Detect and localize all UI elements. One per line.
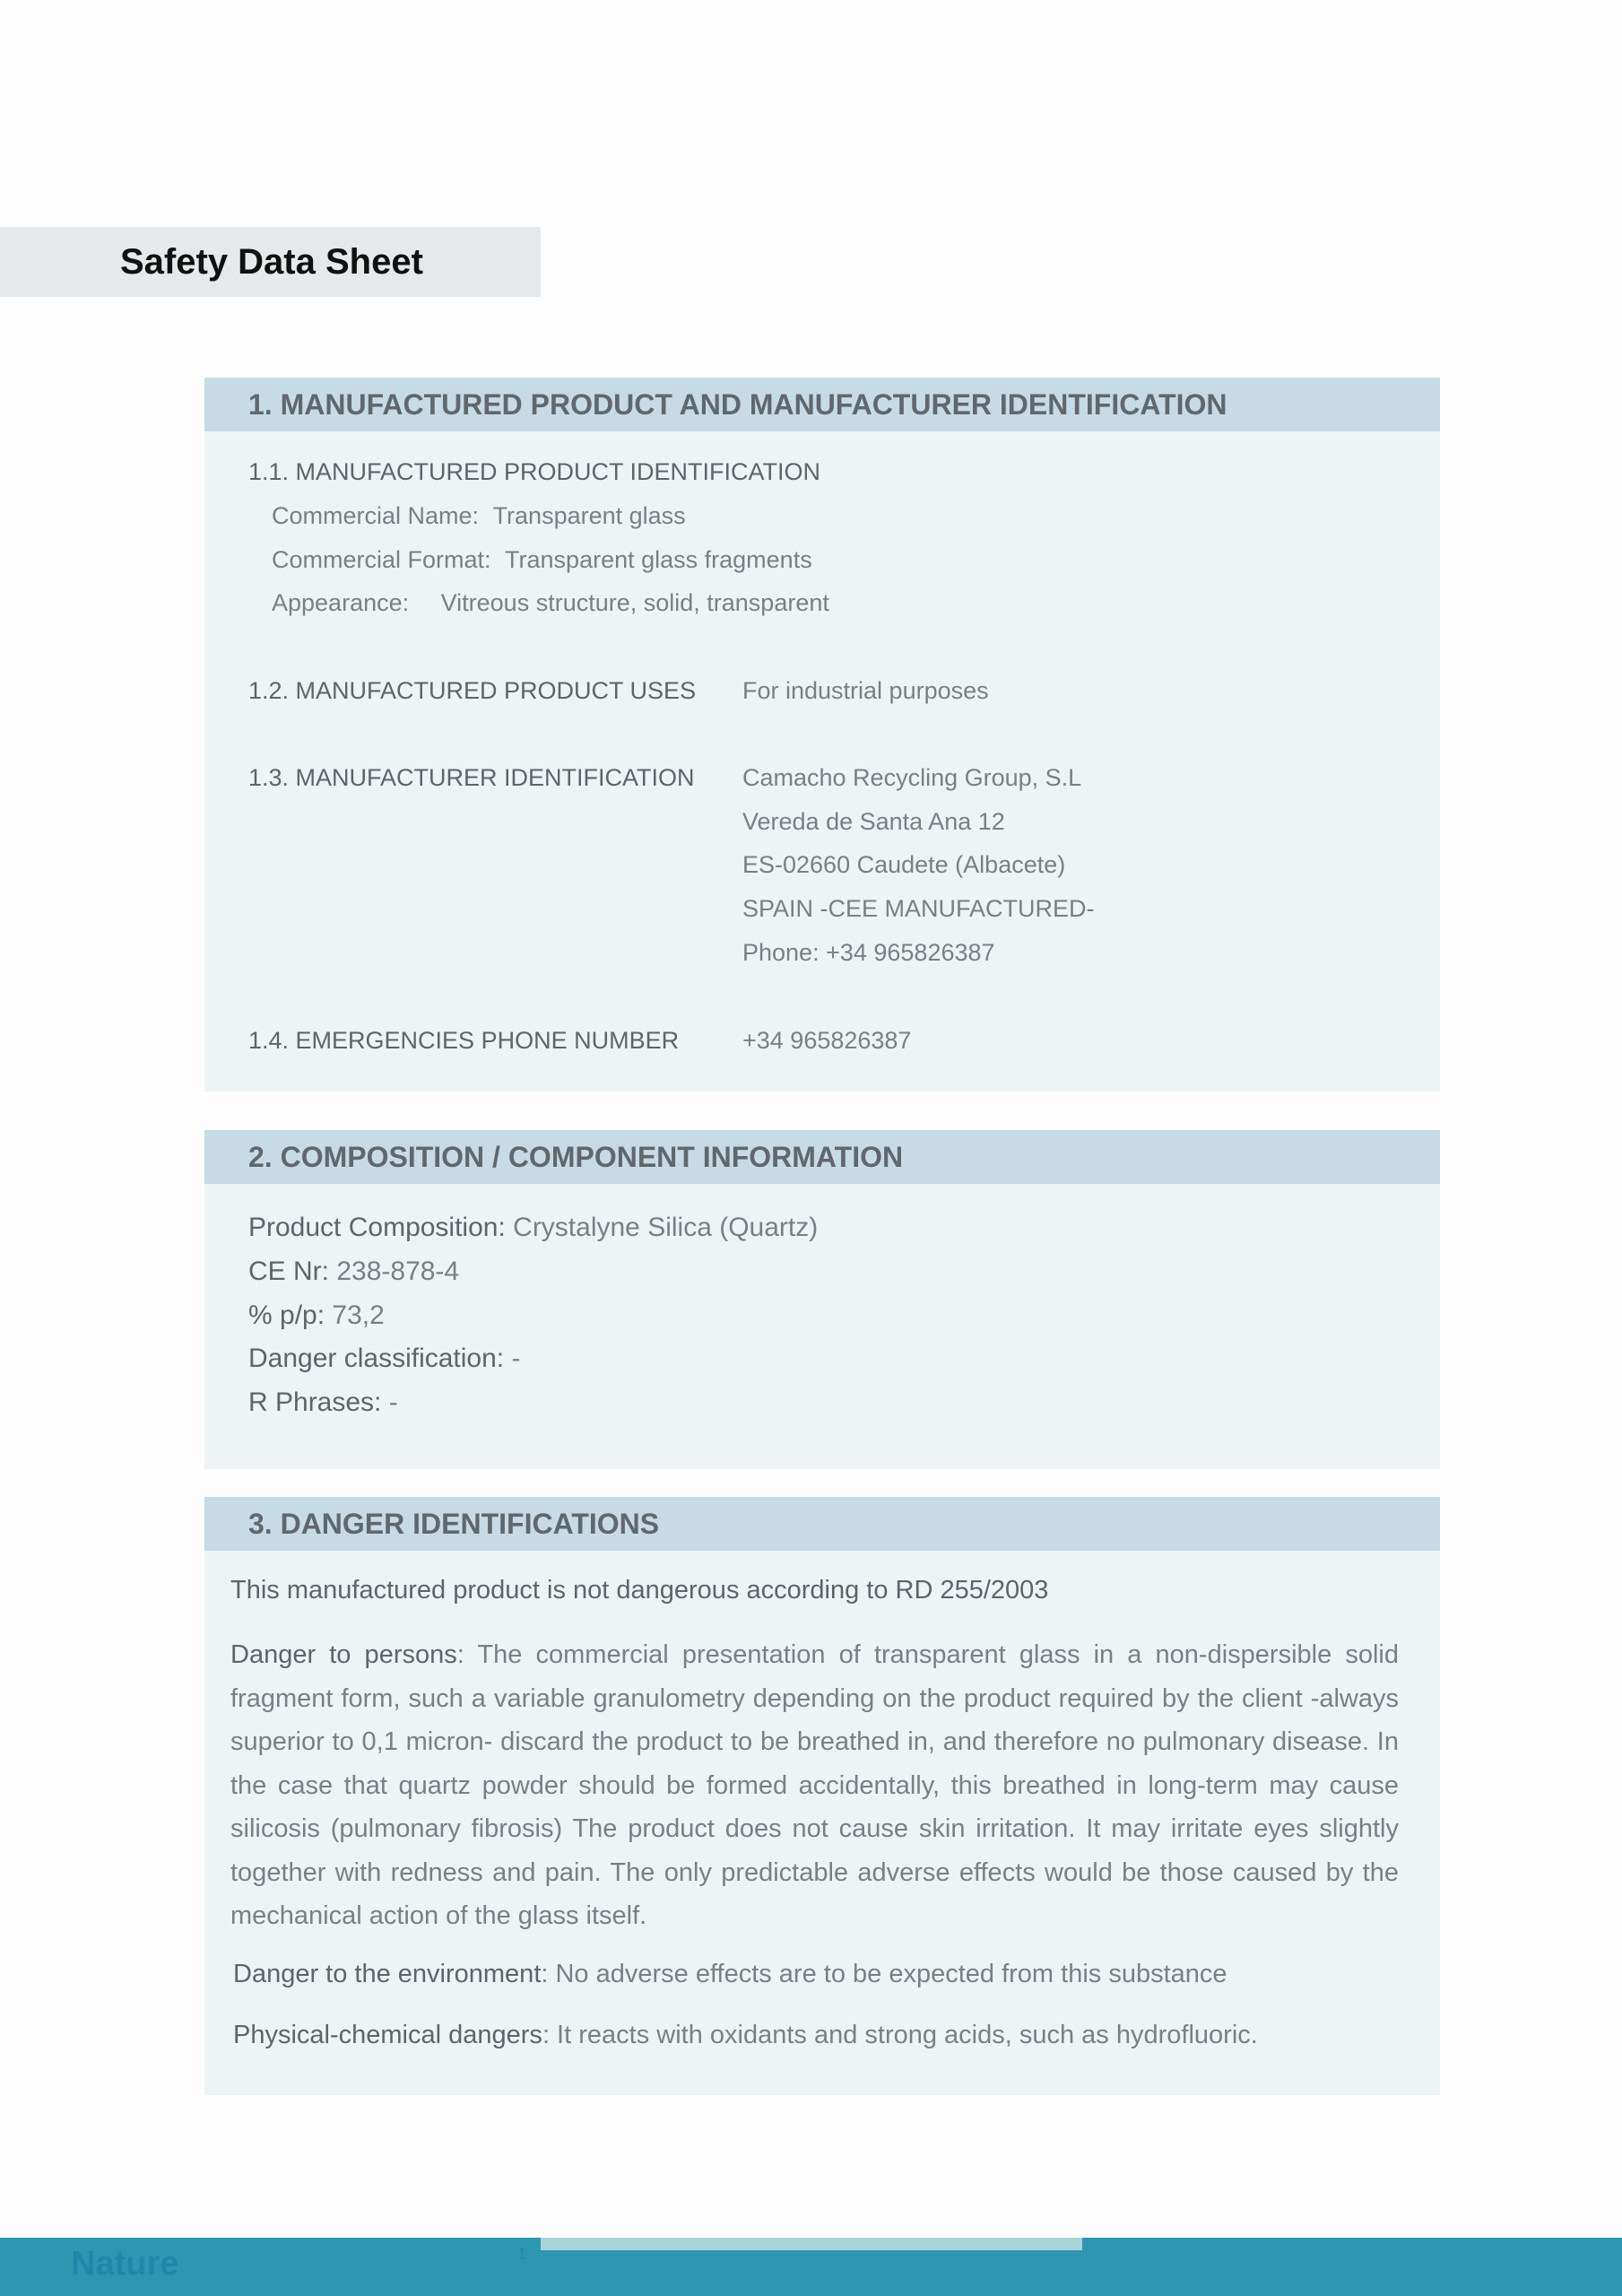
- manufacturer-line-5: Phone: +34 965826387: [742, 939, 995, 966]
- document-title: Safety Data Sheet: [120, 242, 423, 282]
- emergency-phone-value: +34 965826387: [742, 1027, 912, 1054]
- subsection-1-3-title: 1.3. MANUFACTURER IDENTIFICATION: [248, 764, 695, 791]
- section-1: [204, 378, 1440, 1091]
- commercial-format-label: Commercial Format:: [272, 546, 491, 573]
- composition-value: Crystalyne Silica (Quartz): [505, 1213, 819, 1242]
- ce-number-label: CE Nr:: [248, 1257, 329, 1286]
- manufacturer-line-3: ES-02660 Caudete (Albacete): [742, 851, 1066, 878]
- subsection-1-2-title: 1.2. MANUFACTURED PRODUCT USES: [248, 677, 697, 704]
- danger-to-persons-text: : The commercial presentation of transparent glass in a non-dispersible solid fragment form, such a variable granulometry depending on the product required by the client -always superior to 0,1 micron- discard the product to be breathed in, and therefore no pulmonary disease. In the case that quartz powder should be formed accidentally, this breathed in long-term may cause silicosis (pulmonary fibrosis) The product does not cause skin irritation. It may irritate eyes slightly together with redness and pain. The only predictable adverse effects would be those caused by the mechanical action of the glass itself.: [230, 1640, 1399, 1930]
- ce-number-value: 238-878-4: [329, 1257, 460, 1286]
- manufacturer-line-2: Vereda de Santa Ana 12: [742, 808, 1005, 835]
- physical-chemical-text: : It reacts with oxidants and strong acids, such as hydrofluoric.: [542, 2021, 1258, 2049]
- percent-pp-value: 73,2: [325, 1300, 385, 1330]
- appearance-row: [272, 589, 829, 617]
- subsection-1-4-title: 1.4. EMERGENCIES PHONE NUMBER: [248, 1027, 680, 1054]
- danger-classification-label: Danger classification:: [248, 1344, 505, 1373]
- section-3: [204, 1497, 1440, 2095]
- section-3-header: [204, 1497, 1440, 1551]
- danger-to-persons-label: Danger to persons: [230, 1640, 457, 1669]
- appearance-label: Appearance:: [272, 589, 410, 616]
- percent-pp-label: % p/p:: [248, 1300, 325, 1330]
- subsection-1-1-title: 1.1. MANUFACTURED PRODUCT IDENTIFICATION: [248, 458, 821, 485]
- appearance-value: Vitreous structure, solid, transparent: [440, 589, 829, 616]
- section-1-header: [204, 378, 1440, 431]
- commercial-name-row: [272, 502, 686, 530]
- composition-row: [248, 1213, 818, 1243]
- commercial-name-value: Transparent glass: [492, 502, 686, 529]
- ce-number-row: [248, 1257, 459, 1287]
- r-phrases-row: [248, 1387, 398, 1418]
- not-dangerous-statement: This manufactured product is not dangerous according to RD 255/2003: [230, 1576, 1049, 1605]
- r-phrases-value: -: [381, 1387, 398, 1417]
- section-2: [204, 1130, 1440, 1469]
- commercial-name-label: Commercial Name:: [272, 502, 480, 529]
- manufacturer-line-1: Camacho Recycling Group, S.L: [742, 764, 1082, 791]
- footer-bar: [0, 2238, 1622, 2296]
- danger-classification-row: [248, 1344, 520, 1374]
- section-2-heading: 2. COMPOSITION / COMPONENT INFORMATION: [248, 1141, 904, 1173]
- danger-to-environment-row: [233, 1960, 1227, 1989]
- danger-classification-value: -: [504, 1344, 521, 1373]
- title-band: [0, 227, 541, 297]
- percent-pp-row: [248, 1300, 385, 1331]
- physical-chemical-row: [233, 2021, 1258, 2050]
- commercial-format-row: [272, 546, 812, 574]
- r-phrases-label: R Phrases:: [248, 1387, 382, 1417]
- footer-accent-strip: [541, 2238, 1082, 2250]
- footer-brand: Nature: [71, 2245, 179, 2283]
- danger-to-environment-label: Danger to the environment: [233, 1960, 542, 1988]
- danger-to-environment-text: : No adverse effects are to be expected from this substance: [541, 1960, 1227, 1988]
- section-3-heading: 3. DANGER IDENTIFICATIONS: [248, 1508, 660, 1540]
- page-number: 1: [517, 2245, 527, 2263]
- physical-chemical-label: Physical-chemical dangers: [233, 2021, 542, 2049]
- section-1-heading: 1. MANUFACTURED PRODUCT AND MANUFACTURER IDENTIFICATION: [248, 388, 1227, 421]
- product-uses-value: For industrial purposes: [742, 677, 989, 704]
- manufacturer-line-4: SPAIN -CEE MANUFACTURED-: [742, 895, 1095, 922]
- composition-label: Product Composition:: [248, 1213, 506, 1242]
- commercial-format-value: Transparent glass fragments: [505, 546, 812, 573]
- section-2-header: [204, 1130, 1440, 1184]
- danger-to-persons-paragraph: [230, 1633, 1399, 1938]
